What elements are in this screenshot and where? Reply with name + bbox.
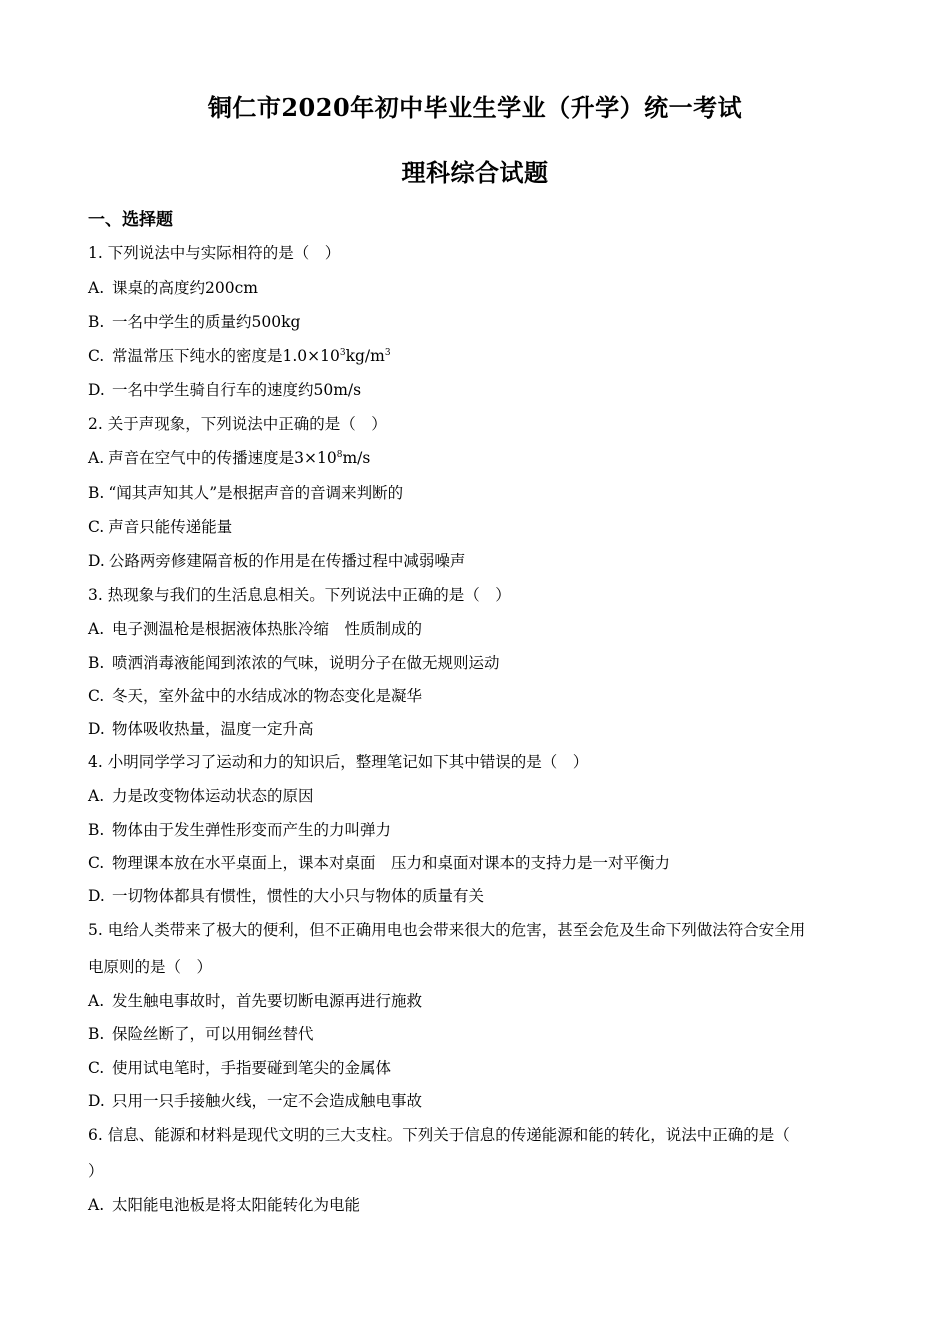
question-3-stem: 3. 热现象与我们的生活息息相关。下列说法中正确的是（ ） [88, 586, 511, 604]
question-2-option-b: B. “闻其声知其人”是根据声音的音调来判断的 [88, 484, 404, 502]
question-6-stem-line-1: 6. 信息、能源和材料是现代文明的三大支柱。下列关于信息的传递能源和能的转化，说法中正确的是（ [88, 1126, 790, 1144]
exam-subtitle: 理科综合试题 [401, 158, 549, 187]
question-2-stem: 2. 关于声现象，下列说法中正确的是（ ） [88, 415, 387, 433]
question-2-option-c: C. 声音只能传递能量 [88, 518, 233, 536]
question-4-option-d: D. 一切物体都具有惯性，惯性的大小只与物体的质量有关 [88, 887, 485, 905]
question-5-stem-line-1: 5. 电给人类带来了极大的便利，但不正确用电也会带来很大的危害，甚至会危及生命下列做法符合安全用 [88, 921, 806, 939]
question-5-option-d: D. 只用一只手接触火线，一定不会造成触电事故 [88, 1092, 423, 1110]
question-2-option-d: D. 公路两旁修建隔音板的作用是在传播过程中减弱噪声 [88, 552, 466, 570]
question-1-option-c: C. 常温常压下纯水的密度是$1.0\times 10^3kg/m^3$ [88, 347, 391, 365]
question-1-option-a: A. 课桌的高度约200cm [88, 279, 258, 297]
exam-title: 铜仁市2020年初中毕业生学业（升学）统一考试 [207, 93, 743, 122]
question-3-option-a: A. 电子测温枪是根据液体热胀冷缩 性质制成的 [88, 620, 423, 638]
question-5-stem-line-2: 电原则的是（ ） [88, 958, 213, 976]
question-4-option-c: C. 物理课本放在水平桌面上，课本对桌面 压力和桌面对课本的支持力是一对平衡力 [88, 854, 671, 872]
question-1-option-b: B. 一名中学生的质量约500kg [88, 313, 301, 331]
question-1-stem: 1. 下列说法中与实际相符的是（ ） [88, 244, 341, 262]
question-4-stem: 4. 小明同学学习了运动和力的知识后，整理笔记如下其中错误的是（ ） [88, 753, 589, 771]
question-3-option-c: C. 冬天，室外盆中的水结成冰的物态变化是凝华 [88, 687, 423, 705]
question-6-option-a: A. 太阳能电池板是将太阳能转化为电能 [88, 1196, 361, 1214]
question-5-option-c: C. 使用试电笔时，手指要碰到笔尖的金属体 [88, 1059, 392, 1077]
question-2-option-a: A. 声音在空气中的传播速度是$3\times 10^8m/s$ [88, 449, 371, 467]
section-heading: 一、选择题 [88, 210, 173, 230]
question-3-option-b: B. 喷洒消毒液能闻到浓浓的气味，说明分子在做无规则运动 [88, 654, 500, 672]
question-4-option-b: B. 物体由于发生弹性形变而产生的力叫弹力 [88, 821, 392, 839]
question-4-option-a: A. 力是改变物体运动状态的原因 [88, 787, 314, 805]
question-6-stem-line-2: ） [88, 1162, 104, 1180]
question-5-option-b: B. 保险丝断了，可以用铜丝替代 [88, 1025, 314, 1043]
question-5-option-a: A. 发生触电事故时，首先要切断电源再进行施救 [88, 992, 423, 1010]
question-1-option-d: D. 一名中学生骑自行车的速度约50m/s [88, 381, 362, 399]
question-3-option-d: D. 物体吸收热量，温度一定升高 [88, 720, 314, 738]
